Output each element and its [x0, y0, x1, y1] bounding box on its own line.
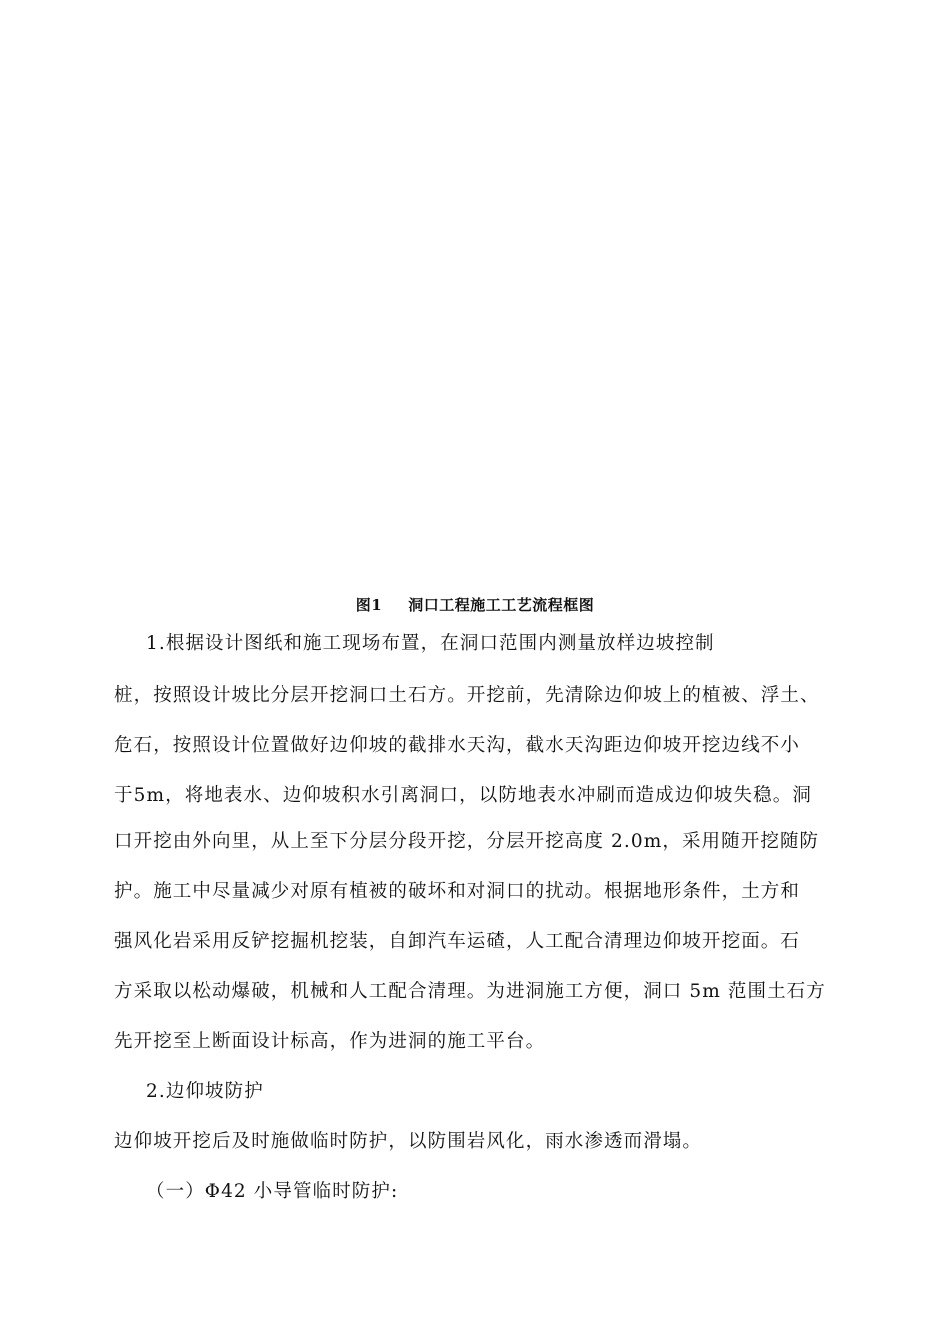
paragraph-1-line-5: 口开挖由外向里，从上至下分层分段开挖，分层开挖高度 2.0m，采用随开挖随防 — [114, 831, 820, 852]
figure-caption — [0, 594, 950, 615]
paragraph-1-line-7: 强风化岩采用反铲挖掘机挖装，自卸汽车运碴，人工配合清理边仰坡开挖面。石 — [114, 931, 801, 952]
paragraph-1-line-3: 危石，按照设计位置做好边仰坡的截排水天沟，截水天沟距边仰坡开挖边线不小 — [114, 735, 801, 756]
paragraph-1-line-2: 桩，按照设计坡比分层开挖洞口土石方。开挖前，先清除边仰坡上的植被、浮土、 — [114, 685, 820, 706]
paragraph-1-line-6: 护。施工中尽量减少对原有植被的破坏和对洞口的扰动。根据地形条件，土方和 — [114, 881, 801, 902]
figure-number: 图1 — [355, 596, 383, 614]
paragraph-1-line-9: 先开挖至上断面设计标高，作为进洞的施工平台。 — [114, 1031, 546, 1052]
subsection-heading-small-conduit: （一）Φ42 小导管临时防护: — [146, 1181, 399, 1202]
paragraph-1-line-8: 方采取以松动爆破，机械和人工配合清理。为进洞施工方便，洞口 5m 范围土石方 — [114, 981, 826, 1002]
section-heading-slope-protection: 2.边仰坡防护 — [146, 1081, 264, 1102]
figure-title: 洞口工程施工工艺流程框图 — [408, 596, 595, 614]
paragraph-1-line-1: 1.根据设计图纸和施工现场布置，在洞口范围内测量放样边坡控制 — [146, 633, 715, 654]
paragraph-2-line-1: 边仰坡开挖后及时施做临时防护，以防围岩风化，雨水渗透而滑塌。 — [114, 1131, 703, 1152]
paragraph-1-line-4: 于5m，将地表水、边仰坡积水引离洞口，以防地表水冲刷而造成边仰坡失稳。洞 — [114, 785, 812, 806]
